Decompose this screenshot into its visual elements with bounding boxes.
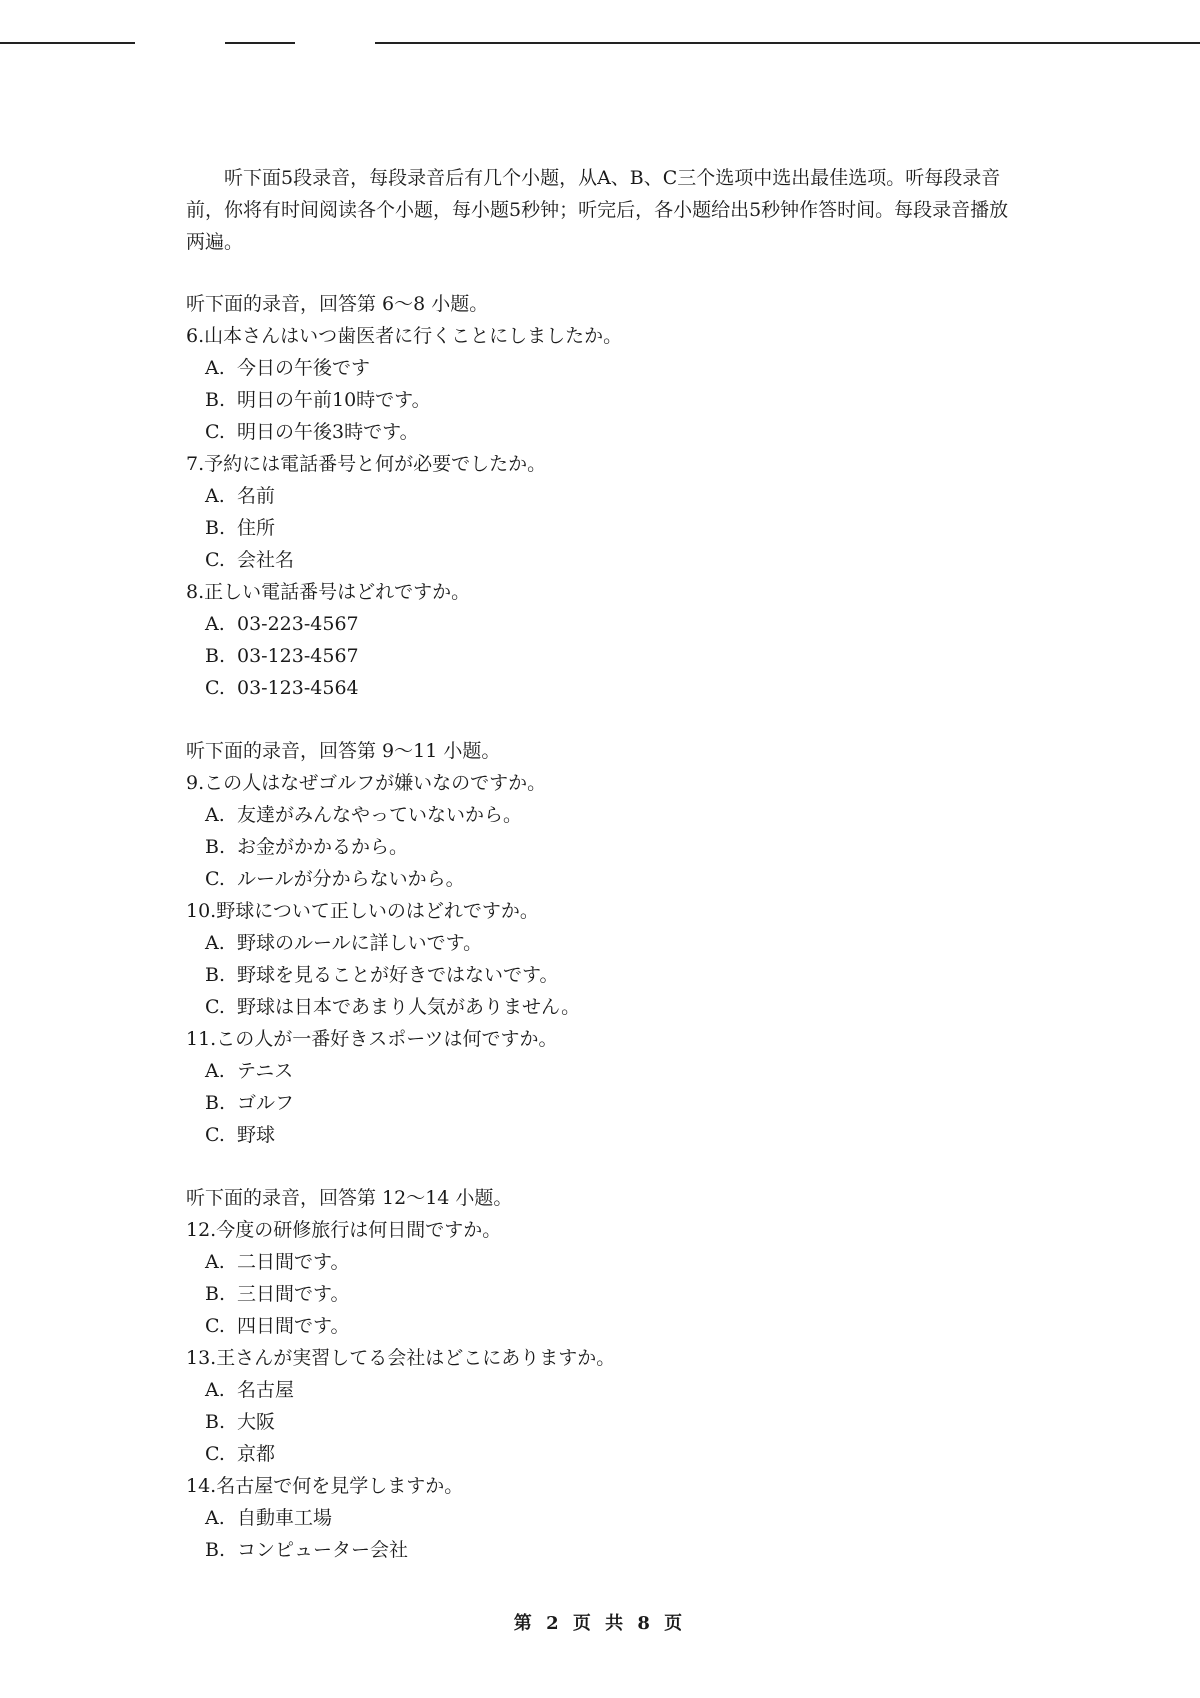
option xyxy=(205,834,408,860)
option-text: 野球を見ることが好きではないです。 xyxy=(237,964,559,986)
section-heading: 听下面的录音，回答第 9～11 小题。 xyxy=(186,740,501,762)
option xyxy=(205,1409,275,1435)
option-label: C. xyxy=(205,549,225,571)
option-text: 大阪 xyxy=(237,1411,276,1433)
question-stem: 13.王さんが実習してる会社はどこにありますか。 xyxy=(186,1347,616,1369)
option xyxy=(205,675,359,701)
option-text: 自動車工場 xyxy=(237,1507,333,1529)
option-label: A. xyxy=(205,932,225,954)
option xyxy=(205,1377,294,1403)
question-stem: 8.正しい電話番号はどれですか。 xyxy=(186,581,471,603)
option-label: A. xyxy=(205,1251,225,1273)
option xyxy=(205,1537,408,1563)
option-label: A. xyxy=(205,357,225,379)
option-text: お金がかかるから。 xyxy=(237,836,409,858)
option xyxy=(205,802,522,828)
option xyxy=(205,1058,293,1084)
option-label: B. xyxy=(205,645,226,667)
question-stem: 12.今度の研修旅行は何日間ですか。 xyxy=(186,1219,502,1241)
option-label: B. xyxy=(205,389,226,411)
option xyxy=(205,419,419,445)
option-text: 野球 xyxy=(237,1124,276,1146)
option-text: 三日間です。 xyxy=(237,1283,350,1305)
option xyxy=(205,1090,294,1116)
option xyxy=(205,1122,275,1148)
option-text: 会社名 xyxy=(237,549,295,571)
option xyxy=(205,930,482,956)
top-rule-left xyxy=(0,42,135,44)
question-stem: 10.野球について正しいのはどれですか。 xyxy=(186,900,539,922)
option xyxy=(205,515,275,541)
option-text: 03-123-4564 xyxy=(237,677,359,699)
option-label: C. xyxy=(205,1124,225,1146)
top-rule-middle xyxy=(225,42,295,44)
option-text: 京都 xyxy=(237,1443,276,1465)
page-number: 第 2 页 共 8 页 xyxy=(513,1613,687,1634)
option-label: B. xyxy=(205,1539,226,1561)
option-text: ルールが分からないから。 xyxy=(237,868,465,890)
option-text: 友達がみんなやっていないから。 xyxy=(237,804,523,826)
option xyxy=(205,547,294,573)
option xyxy=(205,1441,275,1467)
question-stem: 11.この人が一番好きスポーツは何ですか。 xyxy=(186,1028,558,1050)
option-text: 住所 xyxy=(237,517,276,539)
option-text: 野球は日本であまり人気がありません。 xyxy=(237,996,581,1018)
option xyxy=(205,1249,349,1275)
option-label: C. xyxy=(205,421,225,443)
option xyxy=(205,643,359,669)
option xyxy=(205,355,370,381)
option xyxy=(205,866,465,892)
question-stem: 14.名古屋で何を見学しますか。 xyxy=(186,1475,464,1497)
option-label: C. xyxy=(205,677,225,699)
option-text: 03-223-4567 xyxy=(237,613,359,635)
question-stem: 7.予約には電話番号と何が必要でしたか。 xyxy=(186,453,547,475)
option xyxy=(205,1313,349,1339)
instructions-paragraph: 听下面5段录音，每段录音后有几个小题，从A、B、C三个选项中选出最佳选项。听每段录音前，你将有时间阅读各个小题，每小题5秒钟；听完后，各小题给出5秒钟作答时间。每段录音播放两遍。 xyxy=(186,167,1009,253)
option xyxy=(205,1505,332,1531)
option-label: B. xyxy=(205,836,226,858)
option-text: 明日の午後3時です。 xyxy=(237,421,419,443)
option-text: 名古屋 xyxy=(237,1379,295,1401)
option-label: C. xyxy=(205,1443,225,1465)
option-label: B. xyxy=(205,964,226,986)
question-stem: 9.この人はなぜゴルフが嫌いなのですか。 xyxy=(186,772,547,794)
section-heading: 听下面的录音，回答第 6～8 小题。 xyxy=(186,293,489,315)
option xyxy=(205,1281,349,1307)
option-label: A. xyxy=(205,1060,225,1082)
option xyxy=(205,994,580,1020)
option-text: 四日間です。 xyxy=(237,1315,350,1337)
option-label: C. xyxy=(205,868,225,890)
option-text: ゴルフ xyxy=(237,1092,295,1114)
option-label: A. xyxy=(205,1507,225,1529)
option-label: B. xyxy=(205,1283,226,1305)
option-label: A. xyxy=(205,485,225,507)
option xyxy=(205,962,558,988)
option-label: B. xyxy=(205,1411,226,1433)
option-label: C. xyxy=(205,1315,225,1337)
top-rule-right xyxy=(375,42,1200,44)
option-text: 03-123-4567 xyxy=(237,645,359,667)
option-text: 二日間です。 xyxy=(237,1251,350,1273)
option xyxy=(205,387,431,413)
option-text: 野球のルールに詳しいです。 xyxy=(237,932,483,954)
option-label: A. xyxy=(205,613,225,635)
option-label: B. xyxy=(205,517,226,539)
option-label: A. xyxy=(205,1379,225,1401)
option-label: C. xyxy=(205,996,225,1018)
option-text: 名前 xyxy=(237,485,276,507)
question-stem: 6.山本さんはいつ歯医者に行くことにしましたか。 xyxy=(186,325,623,347)
section-heading: 听下面的录音，回答第 12～14 小题。 xyxy=(186,1187,513,1209)
option-label: A. xyxy=(205,804,225,826)
option-label: B. xyxy=(205,1092,226,1114)
option xyxy=(205,611,359,637)
option-text: 明日の午前10時です。 xyxy=(237,389,431,411)
option-text: コンピューター会社 xyxy=(237,1539,409,1561)
option-text: 今日の午後です xyxy=(237,357,371,379)
option xyxy=(205,483,275,509)
option-text: テニス xyxy=(237,1060,294,1082)
